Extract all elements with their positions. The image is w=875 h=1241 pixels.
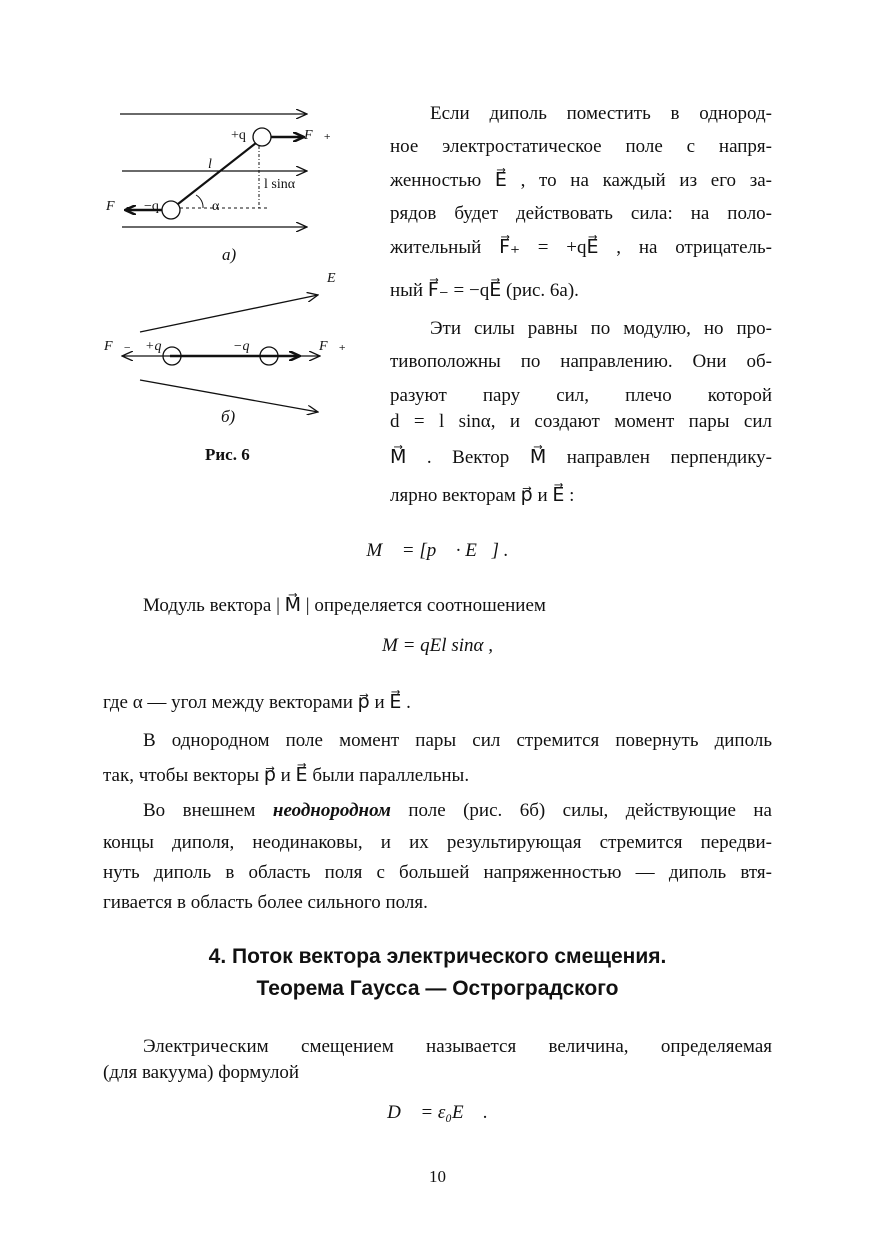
text-line: d = l sinα, и создают момент пары сил — [390, 411, 772, 432]
text-line: тивоположны по направлению. Они об- — [390, 351, 772, 372]
text-line: так, чтобы векторы p⃗ и E⃗ были параллельны. — [103, 765, 470, 786]
page-number: 10 — [429, 1167, 446, 1186]
figure-caption: Рис. 6 — [205, 445, 250, 464]
dipole-arm — [178, 143, 256, 204]
text-line: рядов будет действовать сила: на поло- — [390, 203, 772, 224]
label-f-plus: F⃗₊ — [304, 128, 331, 143]
text-line: концы диполя, неодинаковы, и их результирующая стремится передви- — [103, 832, 772, 853]
section-heading: Теорема Гаусса — Остроградского — [256, 977, 619, 1000]
caption-a: а) — [222, 245, 237, 264]
text-line: ное электростатическое поле с напря- — [390, 136, 772, 157]
text-line: разуют пару сил, плечо которой — [390, 385, 772, 406]
section-heading: 4. Поток вектора электрического смещения. — [208, 945, 667, 968]
label-minus-q: −q — [144, 199, 159, 214]
caption-b: б) — [221, 407, 236, 426]
figure-6 — [0, 0, 400, 480]
formula-displacement: D⃗ = ε₀E⃗ . — [387, 1102, 488, 1123]
text-line: женностью E⃗ , то на каждый из его за- — [390, 170, 772, 191]
text-line: жительный F⃗₊ = +qE⃗ , на отрицатель- — [390, 237, 772, 258]
label-plus-q: +q — [145, 339, 162, 354]
formula-torque: M⃗ = [p⃗ · E⃗] . — [366, 540, 509, 561]
field-line — [140, 295, 318, 332]
text-line: (для вакуума) формулой — [103, 1062, 300, 1083]
label-l: l — [208, 157, 212, 172]
text-line: гивается в область более сильного поля. — [103, 892, 428, 913]
text-line: Если диполь поместить в однород- — [430, 103, 772, 124]
label-e: E⃗ — [327, 271, 347, 286]
emphasis: неоднородном — [272, 800, 391, 821]
label-alpha: α — [212, 199, 220, 214]
label-plus-q: +q — [231, 128, 246, 143]
text-line: нуть диполь в область поля с большей напряженностью — диполь втя- — [103, 862, 772, 883]
text-line: В однородном поле момент пары сил стремится повернуть диполь — [143, 730, 772, 751]
formula-torque-magnitude: M = qEl sinα , — [382, 635, 493, 656]
text-line: Электрическим смещением называется величина, определяемая — [143, 1036, 772, 1057]
label-l-sin-alpha: l sinα — [264, 177, 296, 192]
text-line: Эти силы равны по модулю, но про- — [430, 318, 772, 339]
text-line: лярно векторам p⃗ и E⃗ : — [390, 485, 575, 506]
text-line: Модуль вектора | M⃗ | определяется соотношением — [143, 595, 546, 616]
text-line: M⃗ . Вектор M⃗ направлен перпендику- — [390, 447, 772, 468]
label-minus-q: −q — [233, 339, 250, 354]
positive-charge — [253, 128, 271, 146]
text-line: ный F⃗₋ = −qE⃗ (рис. 6а). — [390, 280, 579, 301]
label-f-minus: F⃗₋ — [104, 339, 131, 354]
label-f-minus: F⃗₋ — [106, 199, 133, 214]
angle-arc — [196, 195, 203, 208]
text-line: где α — угол между векторами p⃗ и E⃗ . — [103, 692, 411, 713]
negative-charge — [162, 201, 180, 219]
label-f-plus: F⃗₊ — [319, 339, 346, 354]
text-line: Во внешнем неоднородном поле (рис. 6б) силы, действующие на — [143, 800, 772, 821]
